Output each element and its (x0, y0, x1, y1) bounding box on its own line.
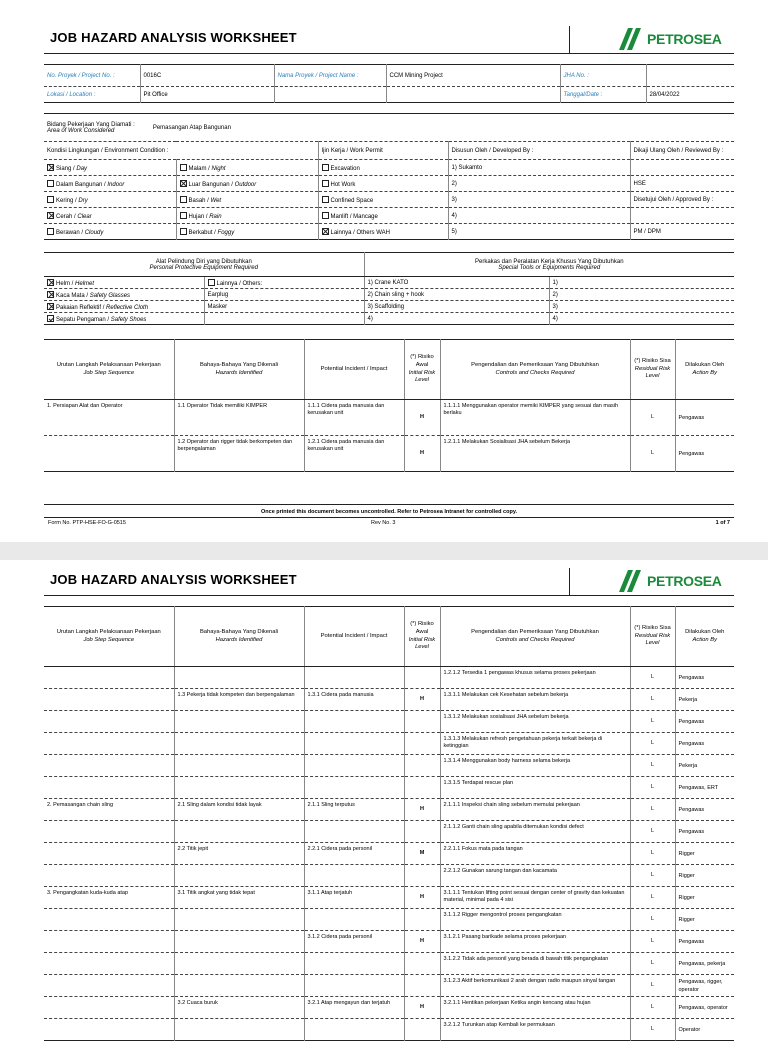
initial-risk-cell (404, 953, 440, 975)
hazard-cell: 1.1 Operator Tidak memiliki KIMPER (174, 400, 304, 436)
jha-row (44, 887, 734, 909)
developer-1: 1) Sukamto (448, 160, 630, 176)
col-hazard: Bahaya-Bahaya Yang Dikenali Hazards Identified (174, 340, 304, 400)
residual-risk-cell: L (630, 799, 675, 821)
slash-mark-icon (619, 570, 649, 592)
action-by-cell: Pengawas (675, 400, 734, 436)
tools-heading: Perkakas dan Peralatan Kerja Khusus Yang Dibutuhkan Special Tools or Equipments Required (364, 253, 734, 277)
initial-risk-cell (404, 755, 440, 777)
action-by-cell: Pengawas (675, 667, 734, 689)
residual-risk-cell: L (630, 777, 675, 799)
control-cell: 2.2.1.2 Gunakan sarung tangan dan kacamata (440, 865, 630, 887)
developer-3: 3) (448, 192, 630, 208)
tool-4: 4) (364, 313, 549, 325)
initial-risk-cell (404, 975, 440, 997)
tool-extra-1: 1) (549, 277, 734, 289)
col-controls: Pengendalian dan Pemeriksaan Yang Dibutuhkan Controls and Checks Required (440, 607, 630, 667)
initial-risk-cell: H (404, 887, 440, 909)
worksheet-page-1 (44, 18, 734, 526)
checkbox-icon (322, 212, 329, 219)
tool-extra-4: 4) (549, 313, 734, 325)
checkbox-icon (180, 212, 187, 219)
location-label: Lokasi / Location : (44, 87, 140, 103)
env-option-night[interactable]: Malam / Night (176, 160, 318, 176)
initial-risk-cell: H (404, 799, 440, 821)
checkbox-icon (180, 196, 187, 203)
tool-1: 1) Crane KATO (364, 277, 549, 289)
ppe-other-3 (204, 313, 364, 325)
initial-risk-cell (404, 865, 440, 887)
ppe-tools-table (44, 252, 734, 325)
control-cell: 3.1.2.2 Tidak ada personil yang berada di bawah titik pengangkatan (440, 953, 630, 975)
initial-risk-cell: H (404, 997, 440, 1019)
hazard-cell (174, 975, 304, 997)
incident-cell: 2.2.1 Cidera pada personil (304, 843, 404, 865)
incident-cell (304, 711, 404, 733)
jha-row (44, 865, 734, 887)
jha-no-label: JHA No. : (560, 65, 646, 87)
residual-risk-cell: L (630, 436, 675, 472)
checkbox-icon (322, 180, 329, 187)
tool-3: 3) Scaffolding (364, 301, 549, 313)
jha-row (44, 909, 734, 931)
control-cell: 1.3.1.4 Menggunakan body harness selama bekerja (440, 755, 630, 777)
action-by-cell: Pengawas (675, 931, 734, 953)
hazard-cell (174, 755, 304, 777)
action-by-cell: Pekerja (675, 689, 734, 711)
job-step-cell: 3. Pengangkatan kuda-kuda atap (44, 887, 174, 909)
residual-risk-cell: L (630, 931, 675, 953)
control-cell: 3.1.1.2 Rigger mengontrol proses pengangkatan (440, 909, 630, 931)
incident-cell: 1.1.1 Cidera pada manusia dan kerusakan unit (304, 400, 404, 436)
checkbox-icon (208, 279, 215, 286)
developed-by-label: Disusun Oleh / Developed By : (448, 142, 630, 160)
document-header (44, 18, 734, 54)
job-step-cell (44, 975, 174, 997)
action-by-cell: Pengawas, ERT (675, 777, 734, 799)
jha-row (44, 931, 734, 953)
jha-row (44, 777, 734, 799)
project-no-label: No. Proyek / Project No. : (44, 65, 140, 87)
tool-extra-3: 3) (549, 301, 734, 313)
residual-risk-cell: L (630, 755, 675, 777)
job-step-cell (44, 909, 174, 931)
col-hazard: Bahaya-Bahaya Yang Dikenali Hazards Identified (174, 607, 304, 667)
job-step-cell (44, 997, 174, 1019)
incident-cell (304, 1019, 404, 1041)
control-cell: 3.2.1.1 Hentikan pekerjaan Ketika angin kencang atau hujan (440, 997, 630, 1019)
action-by-cell: Rigger (675, 887, 734, 909)
control-cell: 1.2.1.1 Melakukan Sosialisasi JHA sebelum Bekerja (440, 436, 630, 472)
residual-risk-cell: L (630, 865, 675, 887)
hazard-cell (174, 909, 304, 931)
worksheet-page-2 (44, 560, 734, 1041)
initial-risk-cell (404, 909, 440, 931)
document-header (44, 560, 734, 596)
env-option-clear[interactable]: Cerah / Clear (44, 208, 176, 224)
date-label: Tanggal/Date : (560, 87, 646, 103)
project-info-table (44, 64, 734, 103)
incident-cell (304, 755, 404, 777)
project-name-label: Nama Proyek / Project Name : (274, 65, 386, 87)
action-by-cell: Pengawas (675, 821, 734, 843)
conditions-table (44, 113, 734, 240)
hazard-cell (174, 821, 304, 843)
job-step-cell: 2. Pemasangan chain sling (44, 799, 174, 821)
uncontrolled-note: Once printed this document becomes uncontrolled. Refer to Petrosea Intranet for controlled copy. (44, 504, 734, 515)
col-step: Urutan Langkah Pelaksanaan Pekerjaan Job Step Sequence (44, 607, 174, 667)
incident-cell (304, 667, 404, 689)
ppe-helmet[interactable]: Helm / Helmet (44, 277, 204, 289)
hazard-cell: 1.3 Pekerja tidak kompeten dan berpengalaman (174, 689, 304, 711)
page-footer (44, 504, 734, 527)
permit-others[interactable]: Lainnya / Others WAH (318, 224, 448, 240)
permit-manlift[interactable]: Manlift / Mancage (318, 208, 448, 224)
env-option-indoor[interactable]: Dalam Bangunan / Indoor (44, 176, 176, 192)
checkbox-checked-icon (322, 228, 329, 235)
tool-extra-2: 2) (549, 289, 734, 301)
residual-risk-cell: L (630, 975, 675, 997)
col-initial-risk: (*) Risiko Awal Initial Risk Level (404, 607, 440, 667)
checkbox-icon (47, 228, 54, 235)
jha-row (44, 975, 734, 997)
jha-row (44, 436, 734, 472)
job-step-cell (44, 755, 174, 777)
control-cell: 1.3.1.1 Melakukan cek Kesehatan sebelum bekerja (440, 689, 630, 711)
document-title: JOB HAZARD ANALYSIS WORKSHEET (50, 30, 297, 45)
checkbox-checked-icon (47, 279, 54, 286)
header-divider (569, 568, 570, 596)
action-by-cell: Pengawas (675, 711, 734, 733)
job-step-cell (44, 1019, 174, 1041)
form-number: Form No. PTP-HSE-FO-G-0515 (48, 520, 126, 526)
initial-risk-cell (404, 1019, 440, 1041)
residual-risk-cell: L (630, 843, 675, 865)
project-name-value: CCM Mining Project (386, 65, 560, 87)
jha-row (44, 733, 734, 755)
ppe-other-1: Earplug (204, 289, 364, 301)
petrosea-logo (619, 28, 731, 50)
jha-row (44, 400, 734, 436)
col-incident: Potential Incident / Impact (304, 340, 404, 400)
hazard-cell: 1.2 Operator dan rigger tidak berkompeten dan berpengalaman (174, 436, 304, 472)
hazard-cell: 2.1 Sling dalam kondisi tidak layak (174, 799, 304, 821)
checkmark-icon (47, 315, 54, 322)
incident-cell (304, 865, 404, 887)
env-option-foggy[interactable]: Berkabut / Foggy (176, 224, 318, 240)
residual-risk-cell: L (630, 1019, 675, 1041)
ppe-reflective[interactable]: Pakaian Reflektif / Reflective Cloth (44, 301, 204, 313)
jha-row (44, 755, 734, 777)
action-by-cell: Pengawas (675, 436, 734, 472)
petrosea-logo (619, 570, 731, 592)
residual-risk-cell: L (630, 667, 675, 689)
residual-risk-cell: L (630, 689, 675, 711)
job-step-cell (44, 843, 174, 865)
page-separator (0, 542, 768, 560)
revision-number: Rev No. 3 (371, 520, 396, 526)
area-of-work (44, 114, 734, 142)
document-title: JOB HAZARD ANALYSIS WORKSHEET (50, 572, 297, 587)
checkbox-icon (322, 164, 329, 171)
logo-wordmark: PETROSEA (647, 31, 722, 47)
area-value: Pemasangan Atap Bangunan (152, 124, 231, 131)
developer-4: 4) (448, 208, 630, 224)
ppe-glasses[interactable]: Kaca Mata / Safety Glasses (44, 289, 204, 301)
control-cell: 3.1.2.3 Aktif berkomunikasi 2 arah dengan radio maupun sinyal tangan (440, 975, 630, 997)
jha-row (44, 689, 734, 711)
action-by-cell: Rigger (675, 843, 734, 865)
initial-risk-cell: H (404, 400, 440, 436)
ppe-heading: Alat Pelindung Diri yang Dibutuhkan Personal Protective Equipment Required (44, 253, 364, 277)
job-step-cell (44, 931, 174, 953)
control-cell: 1.1.1.1 Menggunakan operator memiki KIMPER yang sesuai dan masih berlaku (440, 400, 630, 436)
control-cell: 2.1.1.1 Inspeksi chain sling sebelum memulai pekerjaan (440, 799, 630, 821)
job-step-cell (44, 436, 174, 472)
incident-cell (304, 975, 404, 997)
hazard-cell: 3.1 Titik angkat yang tidak tepat (174, 887, 304, 909)
work-permit-label: Ijin Kerja / Work Permit (318, 142, 448, 160)
control-cell: 1.2.1.2 Tersedia 1 pengawas khusus selama proses pekerjaan (440, 667, 630, 689)
date-value: 28/04/2022 (649, 91, 680, 98)
reviewed-by-value: HSE (630, 176, 734, 192)
job-step-cell (44, 733, 174, 755)
jha-row (44, 711, 734, 733)
ppe-others[interactable]: Lainnya / Others: (204, 277, 364, 289)
env-option-wet[interactable]: Basah / Wet (176, 192, 318, 208)
action-by-cell: Rigger (675, 865, 734, 887)
checkbox-checked-icon (180, 180, 187, 187)
incident-cell (304, 953, 404, 975)
jha-table-page-1 (44, 339, 734, 472)
env-option-outdoor[interactable]: Luar Bangunan / Outdoor (176, 176, 318, 192)
col-step: Urutan Langkah Pelaksanaan Pekerjaan Job Step Sequence (44, 340, 174, 400)
hazard-cell (174, 777, 304, 799)
col-action-by: Dilakukan Oleh Action By (675, 340, 734, 400)
developer-2: 2) (448, 176, 630, 192)
control-cell: 3.2.1.2 Turunkan atap Kembali ke permukaan (440, 1019, 630, 1041)
jha-row (44, 997, 734, 1019)
checkbox-icon (47, 196, 54, 203)
incident-cell: 3.1.2 Cidera pada personil (304, 931, 404, 953)
control-cell: 1.3.1.2 Melakukan sosialisasi JHA sebelum bekerja (440, 711, 630, 733)
jha-row (44, 667, 734, 689)
permit-hot-work[interactable]: Hot Work (318, 176, 448, 192)
jha-row (44, 1019, 734, 1041)
job-step-cell (44, 865, 174, 887)
incident-cell: 1.3.1 Cidera pada manusia (304, 689, 404, 711)
hazard-cell (174, 711, 304, 733)
initial-risk-cell: H (404, 436, 440, 472)
logo-wordmark: PETROSEA (647, 573, 722, 589)
initial-risk-cell (404, 821, 440, 843)
permit-confined-space[interactable]: Confined Space (318, 192, 448, 208)
initial-risk-cell (404, 733, 440, 755)
initial-risk-cell (404, 777, 440, 799)
hazard-cell (174, 953, 304, 975)
env-option-cloudy[interactable]: Berawan / Cloudy (44, 224, 176, 240)
col-initial-risk: (*) Risiko Awal Initial Risk Level (404, 340, 440, 400)
residual-risk-cell: L (630, 733, 675, 755)
checkbox-icon (180, 164, 187, 171)
job-step-cell (44, 667, 174, 689)
hazard-cell (174, 733, 304, 755)
jha-row (44, 821, 734, 843)
residual-risk-cell: L (630, 909, 675, 931)
approved-by-value: PM / DPM (630, 224, 734, 240)
action-by-cell: Pengawas, pekerja (675, 953, 734, 975)
residual-risk-cell: L (630, 711, 675, 733)
action-by-cell: Pengawas (675, 799, 734, 821)
hazard-cell (174, 667, 304, 689)
job-step-cell (44, 689, 174, 711)
control-cell: 2.1.1.2 Ganti chain sling apabila ditemukan kondisi defect (440, 821, 630, 843)
checkbox-checked-icon (47, 212, 54, 219)
approved-by-label: Disetujui Oleh / Approved By : (630, 192, 734, 208)
ppe-shoes[interactable]: Sepatu Pengaman / Safety Shoes (44, 313, 204, 325)
area-label-en: Area of Work Considered (47, 127, 115, 134)
col-incident: Potential Incident / Impact (304, 607, 404, 667)
project-no-value: 0016C (140, 65, 274, 87)
residual-risk-cell: L (630, 997, 675, 1019)
incident-cell (304, 777, 404, 799)
developer-5: 5) (448, 224, 630, 240)
checkbox-icon (180, 228, 187, 235)
control-cell: 2.2.1.1 Fokus mata pada tangan (440, 843, 630, 865)
slash-mark-icon (619, 28, 649, 50)
incident-cell: 3.1.1 Atap terjatuh (304, 887, 404, 909)
reviewed-by-label: Dikaji Ulang Oleh / Reviewed By : (630, 142, 734, 160)
job-step-cell: 1. Persiapan Alat dan Operator (44, 400, 174, 436)
environment-label: Kondisi Lingkungan / Environment Condition : (44, 142, 318, 160)
hazard-cell: 2.2 Titik jepit (174, 843, 304, 865)
checkbox-icon (47, 180, 54, 187)
job-step-cell (44, 777, 174, 799)
residual-risk-cell: L (630, 887, 675, 909)
action-by-cell: Pengawas, operator (675, 997, 734, 1019)
incident-cell: 1.2.1 Cidera pada manusia dan kerusakan unit (304, 436, 404, 472)
env-option-dry[interactable]: Kering / Dry (44, 192, 176, 208)
initial-risk-cell (404, 711, 440, 733)
incident-cell (304, 909, 404, 931)
action-by-cell: Pekerja (675, 755, 734, 777)
control-cell: 3.1.1.1 Tentukan lifting point sesuai dengan center of gravity dan kekuatan material, minimal pada 4 sisi (440, 887, 630, 909)
col-action-by: Dilakukan Oleh Action By (675, 607, 734, 667)
action-by-cell: Operator (675, 1019, 734, 1041)
job-step-cell (44, 821, 174, 843)
initial-risk-cell (404, 667, 440, 689)
header-divider (569, 26, 570, 54)
job-step-cell (44, 711, 174, 733)
checkbox-checked-icon (47, 164, 54, 171)
location-value: Pit Office (140, 87, 274, 103)
checkbox-icon (322, 196, 329, 203)
incident-cell (304, 733, 404, 755)
job-step-cell (44, 953, 174, 975)
control-cell: 1.3.1.5 Terdapat rescue plan (440, 777, 630, 799)
incident-cell: 2.1.1 Sling terputus (304, 799, 404, 821)
jha-row (44, 843, 734, 865)
ppe-other-2: Masker (204, 301, 364, 313)
residual-risk-cell: L (630, 821, 675, 843)
action-by-cell: Pengawas, rigger, operator (675, 975, 734, 997)
action-by-cell: Rigger (675, 909, 734, 931)
checkbox-checked-icon (47, 303, 54, 310)
hazard-cell: 3.2 Cuaca buruk (174, 997, 304, 1019)
incident-cell: 3.2.1 Atap mengayun dan terjatuh (304, 997, 404, 1019)
incident-cell (304, 821, 404, 843)
env-option-day[interactable]: Siang / Day (44, 160, 176, 176)
jha-no-value (646, 65, 734, 87)
hazard-cell (174, 1019, 304, 1041)
tool-2: 2) Chain sling + hook (364, 289, 549, 301)
initial-risk-cell: M (404, 843, 440, 865)
col-residual-risk: (*) Risiko Sisa Residual Risk Level (630, 607, 675, 667)
initial-risk-cell: H (404, 689, 440, 711)
residual-risk-cell: L (630, 400, 675, 436)
action-by-cell: Pengawas (675, 733, 734, 755)
permit-excavation[interactable]: Excavation (318, 160, 448, 176)
col-residual-risk: (*) Risiko Sisa Residual Risk Level (630, 340, 675, 400)
hazard-cell (174, 931, 304, 953)
col-controls: Pengendalian dan Pemeriksaan Yang Dibutuhkan Controls and Checks Required (440, 340, 630, 400)
initial-risk-cell: H (404, 931, 440, 953)
jha-table-page-2 (44, 606, 734, 1041)
residual-risk-cell: L (630, 953, 675, 975)
control-cell: 1.3.1.3 Melakukan refresh pengetahuan pekerja terkait bekerja di ketinggian (440, 733, 630, 755)
checkbox-checked-icon (47, 291, 54, 298)
control-cell: 3.1.2.1 Pasang barikade selama proses pekerjaan (440, 931, 630, 953)
page-number: 1 of 7 (715, 520, 730, 526)
jha-row (44, 953, 734, 975)
jha-row (44, 799, 734, 821)
hazard-cell (174, 865, 304, 887)
area-label: Bidang Pekerjaan Yang Diamati : (47, 121, 135, 128)
env-option-rain[interactable]: Hujan / Rain (176, 208, 318, 224)
